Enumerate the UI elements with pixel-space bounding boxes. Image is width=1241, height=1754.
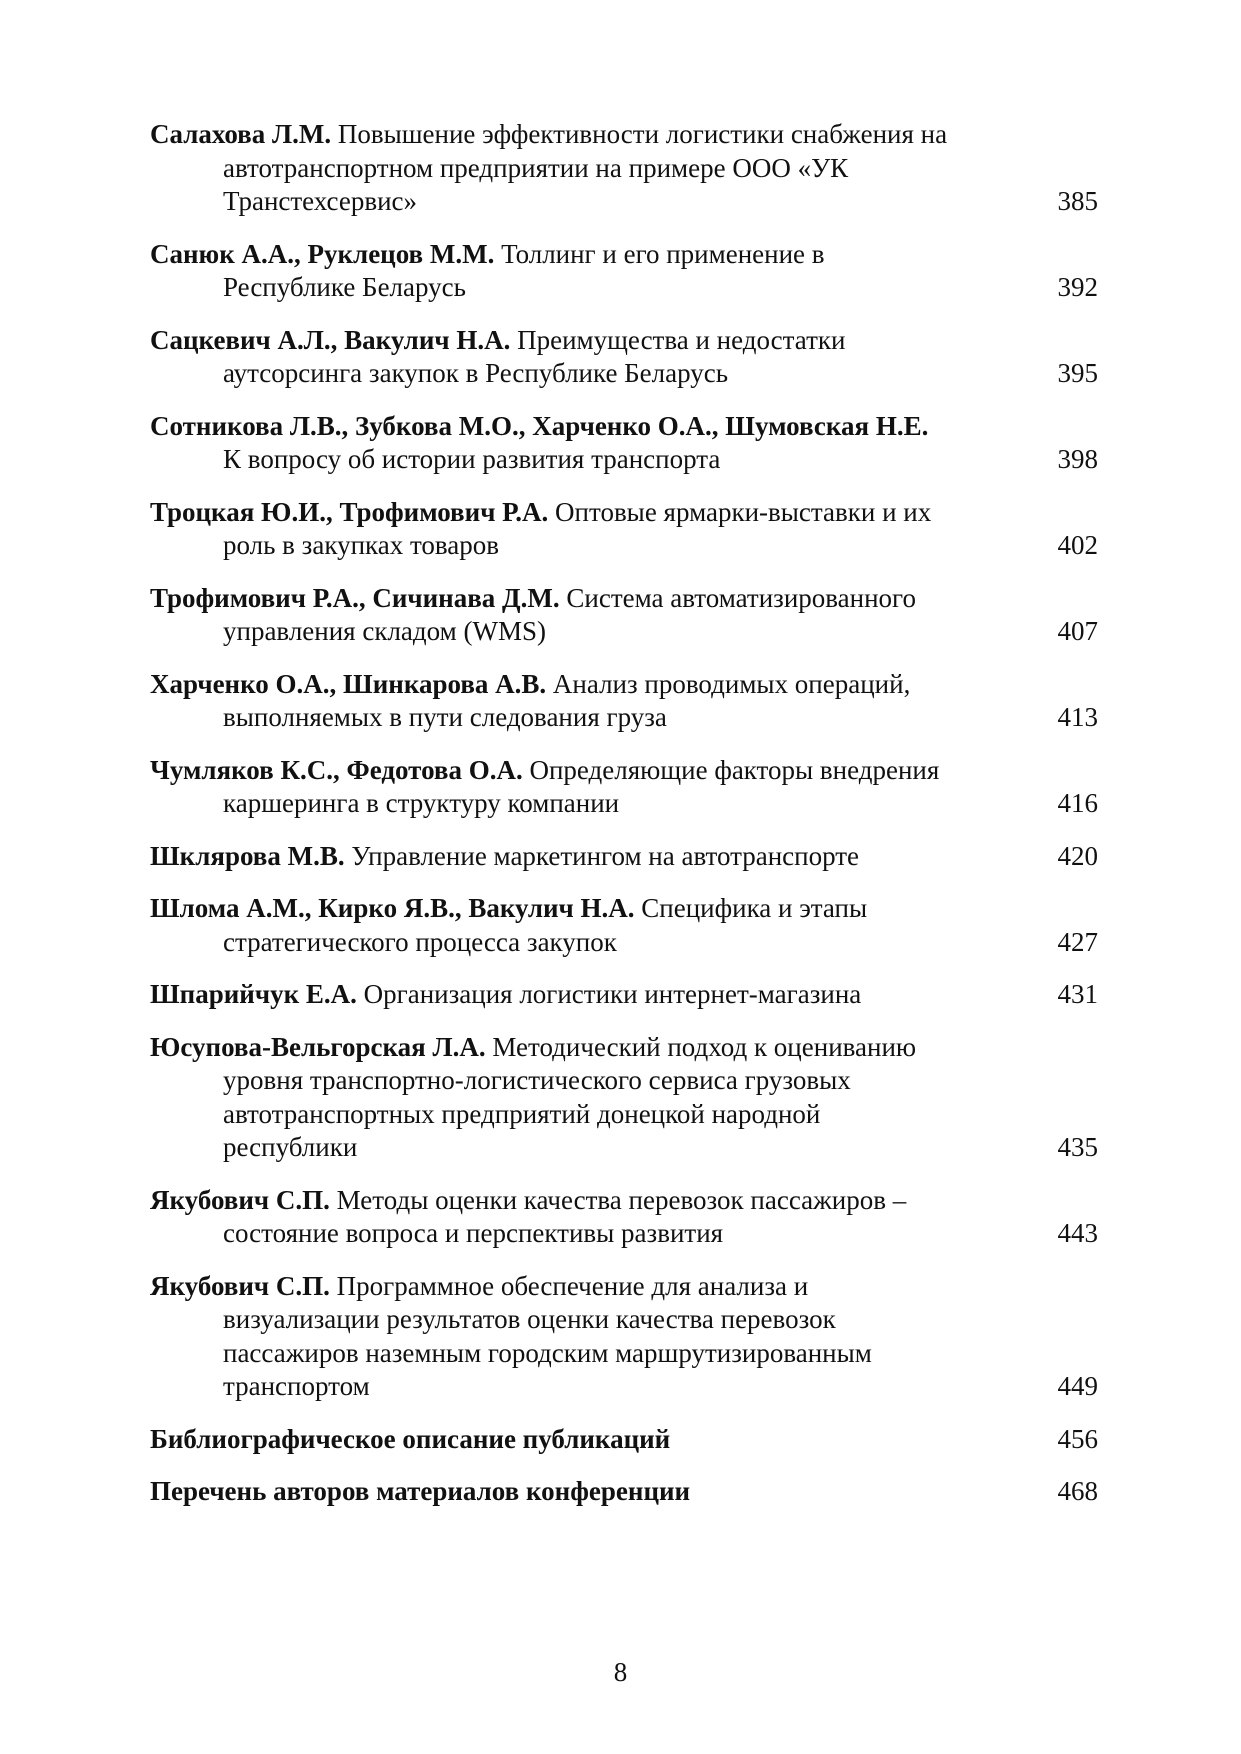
toc-entry-first-line — [150, 324, 1036, 358]
toc-entry-authors: Шлома А.М., Кирко Я.В., Вакулич Н.А. — [150, 893, 635, 923]
toc-entry[interactable] — [150, 1031, 1098, 1165]
toc-entry-authors: Якубович С.П. — [150, 1184, 330, 1215]
toc-entry[interactable] — [150, 496, 1098, 563]
toc-entry-authors: Троцкая Ю.И., Трофимович Р.А. — [150, 496, 549, 527]
toc-entry-page: 427 — [1057, 926, 1098, 957]
toc-entry-page: 468 — [1057, 1476, 1098, 1506]
toc-entry-first-line — [150, 1031, 1036, 1065]
toc-entry-title-line: пассажиров наземным городским маршрутизированным — [223, 1337, 872, 1368]
toc-entry-title-line: уровня транспортно-логистического сервиса грузовых — [223, 1065, 851, 1095]
toc-entry-title: Система автоматизированного — [566, 582, 916, 613]
toc-entry-first-line — [150, 410, 1036, 444]
toc-entry[interactable] — [150, 582, 1098, 649]
toc-entry-title: Методический подход к оцениванию — [492, 1031, 917, 1062]
toc-entry-authors: Сотникова Л.В., Зубкова М.О., Харченко О.А., Шумовская Н.Е. — [150, 410, 929, 441]
toc-entry-authors: Якубович С.П. — [150, 1270, 330, 1301]
toc-entry-page: 416 — [1057, 788, 1098, 818]
toc-entry-title: Оптовые ярмарки-выставки и их — [555, 496, 932, 527]
toc-entry[interactable] — [150, 1270, 1098, 1404]
toc-entry-page: 431 — [1057, 979, 1098, 1009]
toc-entry-first-line — [150, 118, 1036, 152]
toc-entry-page: 395 — [1057, 358, 1098, 388]
toc-entry-first-line — [150, 1475, 1036, 1509]
toc-entry-title: Анализ проводимых операций, — [552, 668, 911, 699]
toc-entry-page: 398 — [1057, 444, 1098, 474]
toc-entry-bibliography[interactable] — [150, 1423, 1098, 1457]
toc-entry-title-line: визуализации результатов оценки качества перевозок — [223, 1304, 836, 1334]
toc-entry[interactable] — [150, 324, 1098, 391]
toc-entry-heading: Библиографическое описание публикаций — [150, 1423, 671, 1454]
toc-entry-title-line: выполняемых в пути следования груза — [223, 702, 667, 732]
toc-entry-title: Специфика и этапы — [641, 893, 868, 923]
toc-entry-first-line — [150, 1423, 1036, 1457]
toc-entry-title: Программное обеспечение для анализа и — [336, 1270, 809, 1301]
toc-entry[interactable] — [150, 1184, 1098, 1251]
toc-entry-authors: Шпарийчук Е.А. — [150, 979, 357, 1009]
toc-entry-first-line — [150, 754, 1036, 788]
toc-entry-page: 413 — [1057, 702, 1098, 732]
toc-entry-title-line: республики — [223, 1132, 358, 1162]
toc-entry-title-line: каршеринга в структуру компании — [223, 788, 620, 818]
toc-entry-page: 402 — [1057, 530, 1098, 560]
toc-entry-page: 435 — [1057, 1132, 1098, 1162]
toc-entry-page: 420 — [1057, 840, 1098, 871]
toc-entry-title-line: состояние вопроса и перспективы развития — [223, 1218, 724, 1248]
toc-entry-title-line: Республике Беларусь — [223, 272, 466, 302]
toc-entry-authors: Трофимович Р.А., Сичинава Д.М. — [150, 582, 560, 613]
toc-entry-first-line — [150, 892, 1036, 926]
toc-entry[interactable] — [150, 410, 1098, 477]
toc-entry-title: Методы оценки качества перевозок пассажиров – — [336, 1184, 907, 1215]
toc-entry-title-line: автотранспортном предприятии на примере ООО «УК — [223, 152, 849, 183]
toc-entry-title: Преимущества и недостатки — [517, 324, 846, 355]
toc-entry-title-line: Транстехсервис» — [223, 186, 418, 216]
toc-entry-first-line — [150, 1184, 1036, 1218]
page-number: 8 — [613, 1657, 628, 1687]
toc-entry-title-line: роль в закупках товаров — [223, 530, 500, 560]
toc-entry-first-line — [150, 1270, 1036, 1304]
toc-entry[interactable] — [150, 840, 1098, 874]
toc-entry[interactable] — [150, 668, 1098, 735]
toc-entry-authors: Чумляков К.С., Федотова О.А. — [150, 754, 523, 785]
toc-entry-authors-list[interactable] — [150, 1475, 1098, 1509]
toc-entry-title-line: управления складом (WMS) — [223, 616, 546, 646]
toc-entry-page: 392 — [1057, 272, 1098, 302]
toc-entry-first-line — [150, 582, 1036, 616]
toc-entry-first-line — [150, 496, 1036, 530]
toc-entry-page: 456 — [1057, 1423, 1098, 1454]
toc-entry-authors: Сацкевич А.Л., Вакулич Н.А. — [150, 324, 511, 355]
toc-entry-first-line — [150, 238, 1036, 272]
toc-entry-page: 407 — [1057, 616, 1098, 646]
toc-entry[interactable] — [150, 978, 1098, 1012]
toc-entry[interactable] — [150, 892, 1098, 959]
toc-entry-title-line: аутсорсинга закупок в Республике Беларусь — [223, 358, 729, 388]
toc-entry-page: 385 — [1057, 186, 1098, 216]
toc-entry[interactable] — [150, 118, 1098, 219]
toc-entry[interactable] — [150, 238, 1098, 305]
toc-entry-page: 443 — [1057, 1218, 1098, 1248]
toc-entry-authors: Юсупова-Вельгорская Л.А. — [150, 1031, 486, 1062]
toc-entry-title: Организация логистики интернет-магазина — [363, 979, 862, 1009]
toc-entry-title: Толлинг и его применение в — [501, 238, 825, 269]
toc-entry[interactable] — [150, 754, 1098, 821]
toc-entry-first-line — [150, 668, 1036, 702]
toc-entry-first-line — [150, 978, 1036, 1012]
toc-entry-authors: Харченко О.А., Шинкарова А.В. — [150, 668, 547, 699]
toc-entry-page: 449 — [1057, 1371, 1098, 1401]
toc-entry-title-line: транспортом — [223, 1371, 370, 1401]
toc-entry-authors: Шклярова М.В. — [150, 840, 345, 871]
toc-entry-first-line — [150, 840, 1036, 874]
toc-entry-title-line: автотранспортных предприятий донецкой народной — [223, 1098, 821, 1129]
toc-entry-authors: Санюк А.А., Руклецов М.М. — [150, 238, 495, 269]
toc-entry-authors: Салахова Л.М. — [150, 119, 332, 149]
toc-entry-heading: Перечень авторов материалов конференции — [150, 1476, 691, 1506]
toc-entry-title: Определяющие факторы внедрения — [529, 754, 940, 785]
toc-entry-title: Повышение эффективности логистики снабжения на — [337, 119, 948, 149]
toc-entry-title-line: К вопросу об истории развития транспорта — [223, 444, 721, 474]
toc-entry-title: Управление маркетингом на автотранспорте — [351, 840, 860, 871]
toc-entry-title-line: стратегического процесса закупок — [223, 926, 617, 957]
table-of-contents — [150, 118, 1098, 1528]
